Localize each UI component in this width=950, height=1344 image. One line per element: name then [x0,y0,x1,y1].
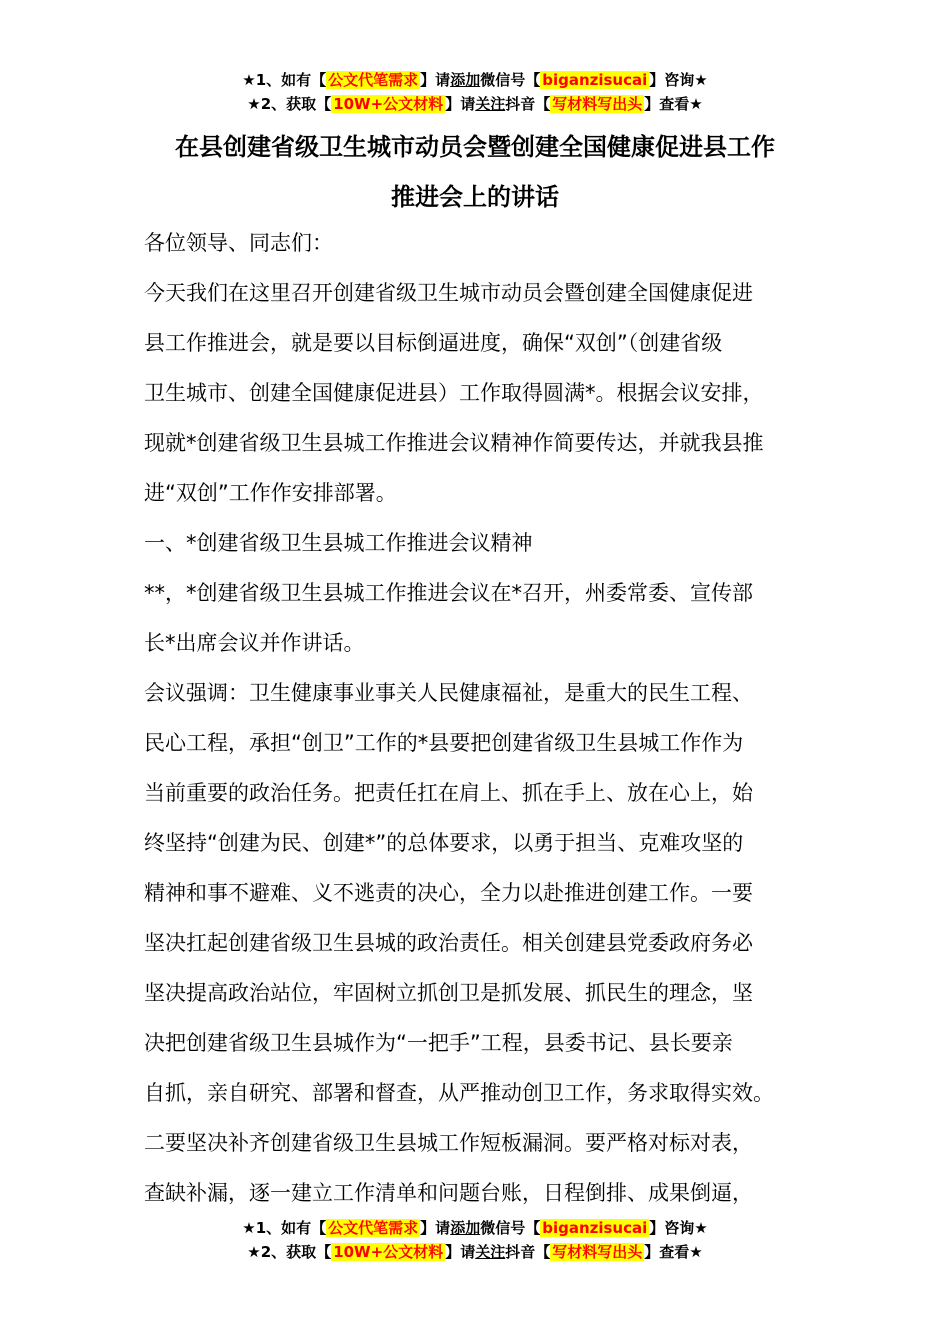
body-line: 现就*创建省级卫生县城工作推进会议精神作简要传达，并就我县推 [144,431,764,455]
body-line: 卫生城市、创建全国健康促进县）工作取得圆满*。根据会议安排， [144,381,764,405]
body-line: 决把创建省级卫生县城作为“一把手”工程，县委书记、县长要亲 [144,1031,733,1055]
body-line: 各位领导、同志们： [144,231,333,255]
douyin-id: 写材料写出头 [552,95,643,113]
promo-text: 抖音【 [505,95,551,113]
promo-text: 】请 [420,1219,451,1237]
promo-text: 抖音【 [505,1243,551,1261]
promo-text: 】请 [420,71,451,89]
body-line: 坚决扛起创建省级卫生县城的政治责任。相关创建县党委政府务必 [144,931,753,955]
promo-text: ★2、获取【 [247,1243,332,1261]
douyin-id: 写材料写出头 [552,1243,643,1261]
promo-banner-top [0,68,950,116]
highlight-text: 10W+公文材料 [333,1243,444,1261]
promo-text: ★1、如有【 [242,1219,327,1237]
highlight-text: 10W+公文材料 [333,95,444,113]
underlined-text: 添加 [450,1219,481,1237]
underlined-text: 添加 [450,71,481,89]
body-line: 坚决提高政治站位，牢固树立抓创卫是抓发展、抓民生的理念，坚 [144,981,753,1005]
underlined-text: 关注 [475,1243,506,1261]
highlight-text: 公文代笔需求 [328,1219,419,1237]
body-line: 今天我们在这里召开创建省级卫生城市动员会暨创建全国健康促进 [144,281,753,305]
document-title [0,122,950,222]
underlined-text: 关注 [475,95,506,113]
promo-text: 】请 [445,95,476,113]
promo-text: 】查看★ [644,1243,703,1261]
wechat-id: biganzisucai [542,71,648,89]
promo-line-2 [0,92,950,116]
promo-line-1 [0,68,950,92]
body-line: **，*创建省级卫生县城工作推进会议在*召开，州委常委、宣传部 [144,581,753,605]
promo-text: 】咨询★ [649,1219,708,1237]
body-line: 终坚持“创建为民、创建*”的总体要求，以勇于担当、克难攻坚的 [144,831,744,855]
promo-text: ★1、如有【 [242,71,327,89]
wechat-id: biganzisucai [542,1219,648,1237]
document-body [144,218,824,1218]
highlight-text: 公文代笔需求 [328,71,419,89]
promo-text: ★2、获取【 [247,95,332,113]
body-line: 查缺补漏，逐一建立工作清单和问题台账，日程倒排、成果倒逼， [144,1181,753,1205]
body-line: 民心工程，承担“创卫”工作的*县要把创建省级卫生县城工作作为 [144,731,744,755]
promo-text: 微信号【 [480,71,541,89]
promo-text: 微信号【 [480,1219,541,1237]
promo-text: 】请 [445,1243,476,1261]
body-line: 县工作推进会，就是要以目标倒逼进度，确保“双创”（创建省级 [144,331,723,355]
promo-line-2 [0,1240,950,1264]
promo-line-1 [0,1216,950,1240]
body-line: 自抓，亲自研究、部署和督查，从严推动创卫工作，务求取得实效。 [144,1081,774,1105]
body-line: 进“双创”工作作安排部署。 [144,481,397,505]
body-line: 长*出席会议并作讲话。 [144,631,365,655]
body-line: 会议强调：卫生健康事业事关人民健康福祉，是重大的民生工程、 [144,681,753,705]
promo-text: 】查看★ [644,95,703,113]
body-line: 精神和事不避难、义不逃责的决心，全力以赴推进创建工作。一要 [144,881,753,905]
section-heading: 一、*创建省级卫生县城工作推进会议精神 [144,531,533,555]
body-line: 二要坚决补齐创建省级卫生县城工作短板漏洞。要严格对标对表， [144,1131,753,1155]
body-line: 当前重要的政治任务。把责任扛在肩上、抓在手上、放在心上，始 [144,781,753,805]
promo-banner-bottom [0,1216,950,1264]
promo-text: 】咨询★ [649,71,708,89]
title-line-2: 推进会上的讲话 [391,183,559,211]
title-line-1: 在县创建省级卫生城市动员会暨创建全国健康促进县工作 [175,133,775,161]
